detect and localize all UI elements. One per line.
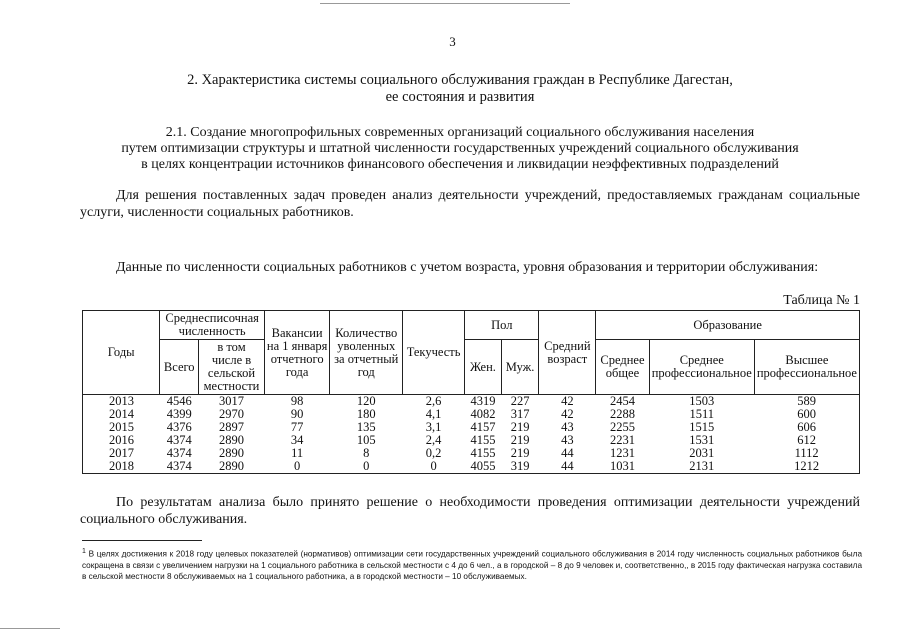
scan-artifact-top — [320, 3, 570, 4]
table-cell: 4374 — [166, 433, 192, 447]
table-cell: 77 — [290, 420, 304, 434]
table-cell: 42 — [561, 407, 574, 421]
paragraph-data-intro-text: Данные по численности социальных работников с учетом возраста, уровня образования и территории обслуживания: — [116, 260, 819, 275]
workers-table — [82, 310, 860, 474]
header-secondary-professional: Среднее профессиональное — [649, 340, 754, 395]
table-cell: 135 — [356, 420, 376, 434]
header-total: Всего — [160, 340, 199, 395]
section-heading-line1: 2. Характеристика системы социального обслуживания граждан в Республике Дагестан, — [187, 72, 733, 88]
table-cell: 0 — [403, 460, 465, 474]
header-secondary-general: Среднее общее — [596, 340, 649, 395]
header-sex: Пол — [465, 311, 539, 340]
header-dismissed: Количество уволенных за отчетный год — [330, 311, 403, 395]
table-cell: 2,6 — [425, 394, 442, 408]
table-cell: 1212 — [754, 460, 859, 474]
table-cell: 4157 — [470, 420, 496, 434]
table-cell: 600 — [754, 408, 859, 421]
table-cell: 2015 — [83, 421, 160, 434]
footnote-separator — [82, 540, 202, 541]
table-cell: 2890 — [218, 433, 244, 447]
table-cell: 2970 — [218, 407, 244, 421]
subsection-heading-line1: 2.1. Создание многопрофильных современных организаций социального обслуживания населения — [165, 125, 755, 140]
table-cell: 2255 — [609, 420, 635, 434]
table-cell: 34 — [290, 433, 304, 447]
header-female: Жен. — [465, 340, 502, 395]
table-cell: 317 — [510, 407, 530, 421]
table-cell: 98 — [290, 394, 304, 408]
table-cell: 44 — [539, 460, 596, 474]
table-cell: 2288 — [609, 407, 635, 421]
table-cell: 180 — [356, 407, 376, 421]
table-cell: 2,4 — [425, 433, 442, 447]
table-cell: 4319 — [470, 394, 496, 408]
table-caption: Таблица № 1 — [783, 293, 860, 308]
table-cell: 4082 — [470, 407, 496, 421]
header-years: Годы — [83, 311, 160, 395]
page-number: 3 — [449, 34, 456, 49]
subsection-heading-line2: путем оптимизации структуры и штатной численности государственных учреждений социального обслуживания — [121, 141, 799, 156]
table-cell: 4155 — [470, 433, 496, 447]
table-cell: 0 — [264, 460, 330, 474]
table-cell: 1531 — [689, 433, 715, 447]
scan-artifact-bottom — [0, 628, 60, 629]
table-cell: 4374 — [160, 460, 199, 474]
header-rural: в том числе в сельской местности — [199, 340, 265, 395]
table-cell: 2890 — [199, 460, 265, 474]
table-cell: 219 — [510, 446, 530, 460]
paragraph-analysis-text: Для решения поставленных задач проведен анализ деятельности учреждений, предоставляемых гражданам социальные услуги, численности социальных работников. — [80, 188, 860, 220]
table-cell: 4374 — [166, 446, 192, 460]
section-heading-line2: ее состояния и развития — [385, 89, 535, 105]
table-cell: 11 — [291, 446, 304, 460]
table-cell: 219 — [510, 433, 530, 447]
table-cell: 589 — [754, 395, 859, 409]
table-cell: 1511 — [689, 407, 715, 421]
table-cell: 219 — [510, 420, 530, 434]
paragraph-analysis — [80, 187, 860, 221]
footnote-marker: 1 — [82, 548, 86, 555]
table-cell: 606 — [754, 421, 859, 434]
table-cell: 0 — [330, 460, 403, 474]
table-cell: 1031 — [596, 460, 649, 474]
header-avg-headcount: Среднесписочная численность — [160, 311, 265, 340]
footnote-text: В целях достижения к 2018 году целевых показателей (нормативов) оптимизации сети государственных учреждений социального обслуживания в 2014 году численность социальных работников была сокращена в связи с увеличением нагрузки на 1 социального работника в сельской местности с 4 до 6 чел., а в городской – 8 до 9 человек и, соответственно,, в 2015 году фактическая нагрузка составила в сельской местности 8 обслуживаемых на 1 социального работника, а в городской местности – 10 обслуживаемых. — [82, 549, 862, 581]
table-cell: 319 — [501, 460, 539, 474]
table-cell: 90 — [290, 407, 304, 421]
paragraph-conclusion — [80, 494, 860, 528]
table-cell: 2014 — [83, 408, 160, 421]
table-cell: 4399 — [166, 407, 192, 421]
table-cell: 1515 — [689, 420, 715, 434]
subsection-heading-line3: в целях концентрации источников финансового обеспечения и ликвидации неэффективных подразделений — [141, 157, 779, 172]
table-cell: 2131 — [649, 460, 754, 474]
table-row — [83, 395, 860, 409]
table-cell: 2018 — [83, 460, 160, 474]
subsection-heading — [60, 125, 860, 173]
table-cell: 2031 — [689, 446, 715, 460]
header-male: Муж. — [501, 340, 539, 395]
header-education: Образование — [596, 311, 860, 340]
table-cell: 2890 — [218, 446, 244, 460]
table-cell: 1112 — [754, 447, 859, 460]
table-cell: 612 — [754, 434, 859, 447]
table-cell: 42 — [561, 394, 574, 408]
table-cell: 4055 — [465, 460, 502, 474]
table-cell: 120 — [356, 394, 376, 408]
paragraph-conclusion-text: По результатам анализа было принято решение о необходимости проведения оптимизации деятельности учреждений социального обслуживания. — [80, 495, 860, 527]
table-cell: 3017 — [218, 394, 244, 408]
table-cell: 0,2 — [425, 446, 442, 460]
table-cell: 8 — [363, 446, 370, 460]
table-cell: 3,1 — [425, 420, 442, 434]
table-cell: 1231 — [609, 446, 635, 460]
header-higher-professional: Высшее профессиональное — [754, 340, 859, 395]
table-cell: 4546 — [166, 394, 192, 408]
table-cell: 43 — [561, 420, 574, 434]
table-row — [83, 460, 860, 474]
table-cell: 1503 — [689, 394, 715, 408]
paragraph-data-intro — [80, 259, 860, 276]
table-cell: 2231 — [609, 433, 635, 447]
table-cell: 105 — [356, 433, 376, 447]
table-cell: 227 — [510, 394, 530, 408]
header-vacancies: Вакансии на 1 января отчетного года — [264, 311, 330, 395]
header-avg-age: Средний возраст — [539, 311, 596, 395]
table-cell: 2016 — [83, 434, 160, 447]
section-heading — [60, 72, 860, 106]
table-cell: 2017 — [83, 447, 160, 460]
header-turnover: Текучесть — [403, 311, 465, 395]
table-cell: 4,1 — [425, 407, 442, 421]
table-cell: 4155 — [470, 446, 496, 460]
table-cell: 44 — [561, 446, 574, 460]
table-cell: 2013 — [83, 395, 160, 409]
table-body — [83, 395, 860, 474]
footnote — [82, 546, 862, 582]
table-cell: 4376 — [166, 420, 192, 434]
table-cell: 43 — [561, 433, 574, 447]
table-cell: 2897 — [218, 420, 244, 434]
table-cell: 2454 — [609, 394, 635, 408]
